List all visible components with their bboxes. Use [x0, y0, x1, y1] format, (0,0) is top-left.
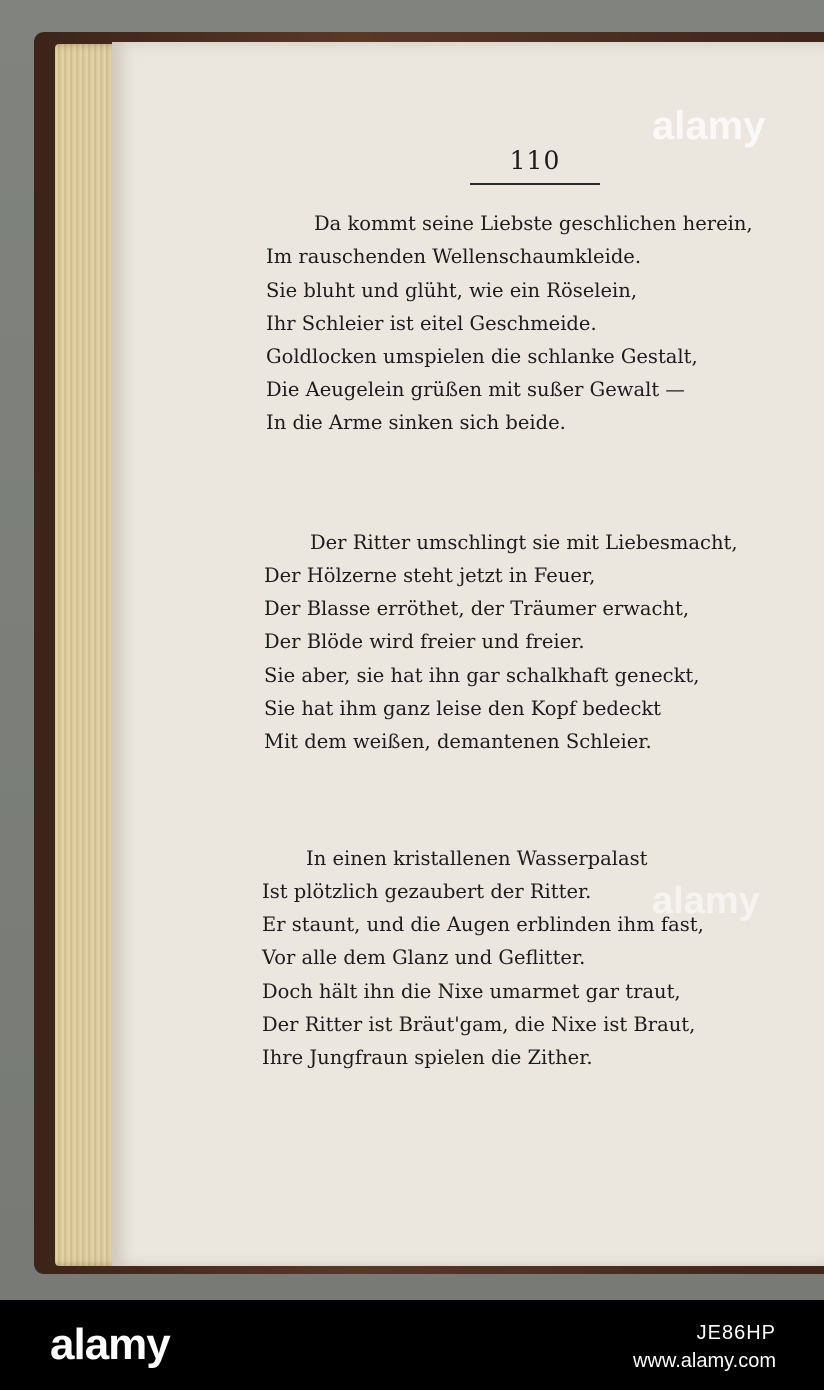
- stanza-1-line-6: Die Aeugelein grüßen mit sußer Gewalt —: [266, 378, 685, 401]
- footer-image-id: JE86HP: [696, 1322, 776, 1344]
- stanza-3-line-6: Der Ritter ist Bräut'gam, die Nixe ist Braut,: [262, 1013, 696, 1036]
- stanza-3-line-7: Ihre Jungfraun spielen die Zither.: [262, 1046, 593, 1069]
- stanza-1-line-4: Ihr Schleier ist eitel Geschmeide.: [266, 312, 597, 335]
- stanza-1-line-5: Goldlocken umspielen die schlanke Gestalt,: [266, 345, 698, 368]
- stanza-3-line-4: Vor alle dem Glanz und Geflitter.: [262, 946, 586, 969]
- stanza-1-line-2: Im rauschenden Wellenschaumkleide.: [266, 245, 642, 268]
- stanza-2-line-1: Der Ritter umschlingt sie mit Liebesmacht,: [310, 531, 738, 554]
- footer-url: www.alamy.com: [633, 1350, 776, 1372]
- watermark-middle: alamy: [652, 880, 760, 922]
- page-number-rule: [470, 183, 600, 185]
- stanza-1-line-7: In die Arme sinken sich beide.: [266, 411, 566, 434]
- stanza-2-line-7: Mit dem weißen, demantenen Schleier.: [264, 730, 652, 753]
- stanza-1-line-3: Sie bluht und glüht, wie ein Röselein,: [266, 279, 638, 302]
- stanza-2-line-4: Der Blöde wird freier und freier.: [264, 630, 585, 653]
- stanza-2-line-6: Sie hat ihm ganz leise den Kopf bedeckt: [264, 697, 662, 720]
- stanza-2-line-3: Der Blasse erröthet, der Träumer erwacht,: [264, 597, 690, 620]
- stanza-2-line-2: Der Hölzerne steht jetzt in Feuer,: [264, 564, 596, 587]
- page-number: 110: [509, 146, 561, 175]
- stanza-1-line-1: Da kommt seine Liebste geschlichen herein,: [314, 212, 753, 235]
- stanza-3-line-5: Doch hält ihn die Nixe umarmet gar traut,: [262, 980, 681, 1003]
- stanza-2-line-5: Sie aber, sie hat ihn gar schalkhaft geneckt,: [264, 664, 700, 687]
- watermark-top: alamy: [652, 104, 766, 148]
- stanza-3-line-2: Ist plötzlich gezaubert der Ritter.: [262, 880, 592, 903]
- stanza-3-line-3: Er staunt, und die Augen erblinden ihm fast,: [262, 913, 704, 936]
- footer-logo: alamy: [50, 1320, 170, 1369]
- stanza-3-line-1: In einen kristallenen Wasserpalast: [306, 847, 648, 870]
